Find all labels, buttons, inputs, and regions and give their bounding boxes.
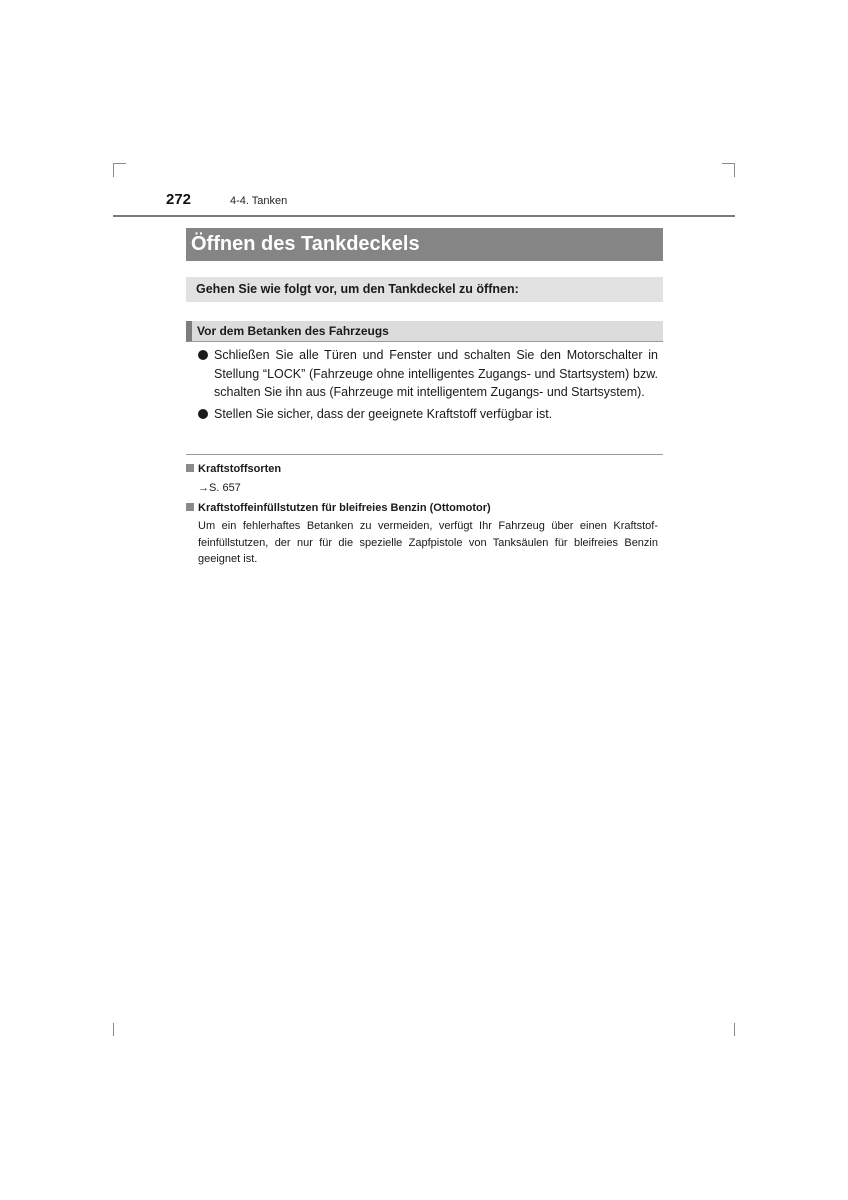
crop-mark-top-left-vertical [113,163,114,177]
section-reference: 4-4. Tanken [230,195,288,207]
note-heading-filler-neck [186,501,491,515]
page-title: Öffnen des Tankdeckels [186,228,663,261]
page-cross-reference [198,481,241,495]
bullet-text: Schließen Sie alle Türen und Fenster und schalten Sie den Motorschalter in Stellung “LOCK” (Fahrzeuge ohne intelligentes Zugangs- und Startsystem) bzw. schalten Sie ihn aus (Fahrzeuge mit intelligentem Zugangs- und Startsystem). [214,348,658,399]
bullet-dot-icon [198,350,208,360]
arrow-right-icon: → [198,482,209,494]
crop-mark-top-right-vertical [734,163,735,177]
bullet-list [196,346,658,426]
square-bullet-icon [186,503,194,511]
note-heading-text: Kraftstoffeinfüllstutzen für bleifreies Benzin (Ottomotor) [198,502,491,514]
bullet-item [196,405,658,424]
crop-mark-top-left-horizontal [113,163,126,164]
header-divider [113,215,735,217]
crop-mark-bottom-left [113,1023,114,1036]
intro-instruction: Gehen Sie wie folgt vor, um den Tankdeckel zu öffnen: [186,277,663,302]
bullet-item [196,346,658,402]
bullet-dot-icon [198,409,208,419]
crop-mark-bottom-right [734,1023,735,1036]
notes-divider [186,454,663,455]
cross-reference-text: S. 657 [209,482,241,494]
section-subheading: Vor dem Betanken des Fahrzeugs [186,321,663,342]
note-heading-fuel-types [186,462,281,476]
note-body-text: Um ein fehlerhaftes Betanken zu vermeiden, verfügt Ihr Fahrzeug über einen Kraftstoffeinfüllstutzen, der nur für die spezielle Zapfpistole von Tanksäulen für bleifreies Benzin geeignet ist. [198,520,658,565]
note-heading-text: Kraftstoffsorten [198,463,282,475]
bullet-text: Stellen Sie sicher, dass der geeignete Kraftstoff verfügbar ist. [214,406,553,421]
square-bullet-icon [186,464,194,472]
page-number: 272 [166,191,192,208]
